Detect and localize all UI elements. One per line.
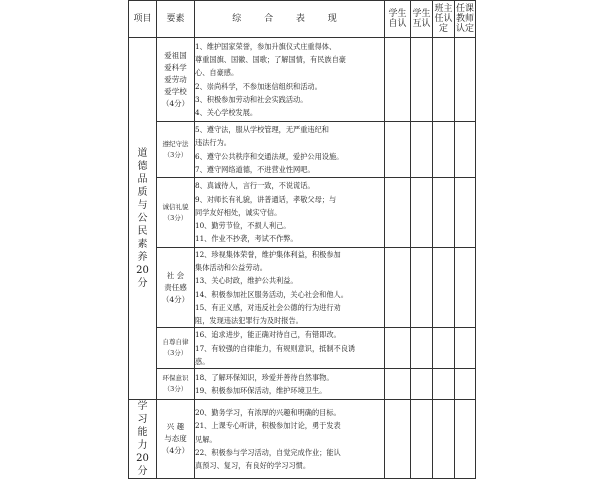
header-student-self	[385, 1, 411, 38]
category-char: 与	[137, 200, 148, 212]
item-line: 9、对师长有礼貌，讲普通话，孝敬父母；与	[195, 194, 337, 204]
score-cell[interactable]	[455, 400, 476, 479]
item-line: 2、崇尚科学，不参加迷信组织和活动。	[195, 81, 322, 91]
item-line: 18、了解环保知识，珍爱并善待自然事物。	[195, 373, 334, 383]
item-line: 14、积极参加社区服务活动，关心社会和他人。	[195, 289, 348, 299]
score-cell[interactable]	[411, 369, 433, 400]
score-cell[interactable]	[385, 178, 411, 248]
score-cell[interactable]	[455, 122, 476, 178]
item-line: 8、真诚待人，言行一致，不说谎话。	[195, 181, 315, 191]
score-cell[interactable]	[455, 38, 476, 122]
category-char: 公	[137, 213, 148, 225]
header-self-line: 自认	[388, 19, 407, 29]
item-line: 心、自豪感。	[195, 68, 239, 78]
item-line: 集体活动和公益劳动。	[195, 263, 267, 273]
category-char: 养	[137, 252, 148, 264]
category-char: 能	[137, 427, 148, 439]
item-line: 阻，发现违法犯罪行为及时报告。	[195, 316, 303, 326]
item-line: 6、遵守公共秩序和交通法规，爱护公用设施。	[195, 151, 344, 161]
item-line: 4、关心学校发展。	[195, 107, 258, 117]
item-line: 同学友好相处，诚实守信。	[195, 207, 282, 217]
header-peer-line: 互认	[412, 19, 431, 29]
score-cell[interactable]	[411, 178, 433, 248]
item-line: 见解。	[195, 434, 217, 444]
score-cell[interactable]	[411, 122, 433, 178]
score-cell[interactable]	[385, 122, 411, 178]
criteria-row	[129, 328, 476, 369]
item-line: 12、珍视集体荣誉，维护集体利益，积极参加	[195, 250, 341, 259]
criteria-row	[129, 122, 476, 178]
category-char: 习	[137, 414, 148, 426]
score-cell[interactable]	[433, 178, 455, 248]
header-row	[129, 1, 476, 38]
score-cell[interactable]	[411, 400, 433, 479]
header-head-line: 任认	[434, 14, 453, 24]
category-char: 20	[136, 265, 149, 277]
category-char: 德	[137, 161, 148, 173]
element-line: （3分）	[163, 349, 188, 358]
element-line: 诚信礼貌	[162, 202, 189, 211]
performance-items	[195, 122, 385, 178]
item-line: 5、遵守法，服从学校管理，无严重违纪和	[195, 125, 329, 135]
item-line: 尊重国旗、国徽、国歌；了解国情，有民族自豪	[195, 55, 346, 65]
element-line: 社 会	[166, 270, 185, 280]
criteria-row	[129, 248, 476, 328]
item-line: 惑。	[195, 356, 210, 366]
header-peer-line: 学生	[412, 9, 431, 19]
score-cell[interactable]	[385, 248, 411, 328]
element-line: 遵纪守法	[162, 139, 189, 148]
category-char: 民	[137, 226, 148, 238]
category-char: 20	[136, 453, 149, 465]
score-cell[interactable]	[433, 400, 455, 479]
score-cell[interactable]	[433, 328, 455, 369]
element-line: 自尊自律	[162, 338, 189, 347]
performance-items	[195, 369, 385, 400]
item-line: 22、积极参与学习活动，自觉完成作业；能认	[195, 447, 341, 457]
element-self-discipline	[157, 328, 195, 369]
element-interest	[157, 400, 195, 479]
category-char: 素	[137, 239, 148, 251]
item-line: 17、有较强的自律能力，有规则意识，抵制不良诱	[195, 343, 356, 353]
score-cell[interactable]	[411, 248, 433, 328]
item-line: 21、上课专心听讲，积极参加讨论，勇于发表	[195, 421, 341, 431]
item-line: 20、勤务学习，有浓厚的兴趣和明确的目标。	[195, 408, 341, 418]
item-line: 10、勤劳节俭，不损人利己。	[195, 221, 291, 231]
score-cell[interactable]	[411, 38, 433, 122]
element-line: （4分）	[161, 294, 190, 304]
score-cell[interactable]	[455, 248, 476, 328]
element-environment	[157, 369, 195, 400]
score-cell[interactable]	[385, 38, 411, 122]
category-char: 质	[137, 187, 148, 199]
score-cell[interactable]	[385, 400, 411, 479]
evaluation-table	[128, 0, 476, 479]
category-char: 分	[137, 278, 148, 290]
header-head-line: 班主	[434, 4, 453, 14]
performance-items	[195, 38, 385, 122]
criteria-row	[129, 38, 476, 122]
category-char: 学	[137, 401, 148, 413]
item-line: 1、维护国家荣誉，参加升旗仪式庄重得体、	[195, 41, 337, 51]
header-head-teacher	[433, 1, 455, 38]
score-cell[interactable]	[455, 178, 476, 248]
element-line: 爱祖国	[164, 50, 187, 60]
header-performance: 综 合 表 现	[195, 1, 385, 38]
item-line: 13、关心时政，维护公共利益。	[195, 276, 298, 286]
header-head-line: 定	[438, 24, 448, 34]
header-element: 要素	[157, 1, 195, 38]
score-cell[interactable]	[455, 369, 476, 400]
item-line: 11、作业不抄袭，考试不作弊。	[195, 234, 298, 244]
score-cell[interactable]	[433, 369, 455, 400]
item-line: 15、有正义感，对违反社会公德的行为进行劝	[195, 302, 341, 312]
element-line: 兴 趣	[166, 422, 185, 432]
element-law	[157, 122, 195, 178]
header-teacher-line: 任课	[455, 4, 474, 14]
score-cell[interactable]	[411, 328, 433, 369]
element-line: （3分）	[163, 385, 188, 394]
performance-items	[195, 178, 385, 248]
criteria-row	[129, 178, 476, 248]
performance-items	[195, 328, 385, 369]
item-line: 3、积极参加劳动和社会实践活动。	[195, 94, 308, 104]
evaluation-form	[128, 0, 475, 478]
score-cell[interactable]	[433, 248, 455, 328]
element-line: 爱学校	[164, 86, 187, 96]
header-subject-teacher	[455, 1, 476, 38]
element-responsibility	[157, 248, 195, 328]
element-line: 责任感	[164, 282, 187, 292]
category-moral	[129, 38, 157, 400]
category-char: 力	[137, 440, 148, 452]
element-honesty	[157, 178, 195, 248]
element-line: 爱劳动	[164, 74, 187, 84]
item-line: 19、积极参加环保活动，维护环境卫生。	[195, 386, 327, 396]
item-line: 违法行为。	[195, 138, 231, 148]
criteria-row	[129, 369, 476, 400]
element-line: 环保意识	[162, 374, 189, 383]
score-cell[interactable]	[385, 328, 411, 369]
element-line: 爱科学	[164, 62, 187, 72]
header-item: 项目	[129, 1, 157, 38]
score-cell[interactable]	[385, 369, 411, 400]
header-self-line: 学生	[388, 9, 407, 19]
category-char: 道	[137, 148, 148, 160]
element-line: （3分）	[163, 213, 188, 222]
element-line: 与态度	[164, 434, 187, 444]
category-char: 分	[137, 466, 148, 478]
header-teacher-line: 教师	[455, 14, 474, 24]
element-line: （4分）	[161, 98, 190, 108]
performance-items	[195, 400, 385, 479]
item-line: 16、追求进步，能正确对待自己，有错即改。	[195, 330, 341, 340]
score-cell[interactable]	[455, 328, 476, 369]
header-teacher-line: 认定	[455, 24, 474, 34]
criteria-row	[129, 400, 476, 479]
score-cell[interactable]	[433, 38, 455, 122]
category-char: 品	[137, 174, 148, 186]
element-line: （3分）	[163, 150, 188, 159]
category-learning	[129, 400, 157, 479]
element-line: （4分）	[161, 446, 190, 456]
item-line: 7、遵守网络道德，不进营业性网吧。	[195, 164, 315, 174]
performance-items	[195, 248, 385, 328]
score-cell[interactable]	[433, 122, 455, 178]
header-student-peer	[411, 1, 433, 38]
element-patriotism	[157, 38, 195, 122]
item-line: 真预习、复习，有良好的学习习惯。	[195, 461, 311, 471]
